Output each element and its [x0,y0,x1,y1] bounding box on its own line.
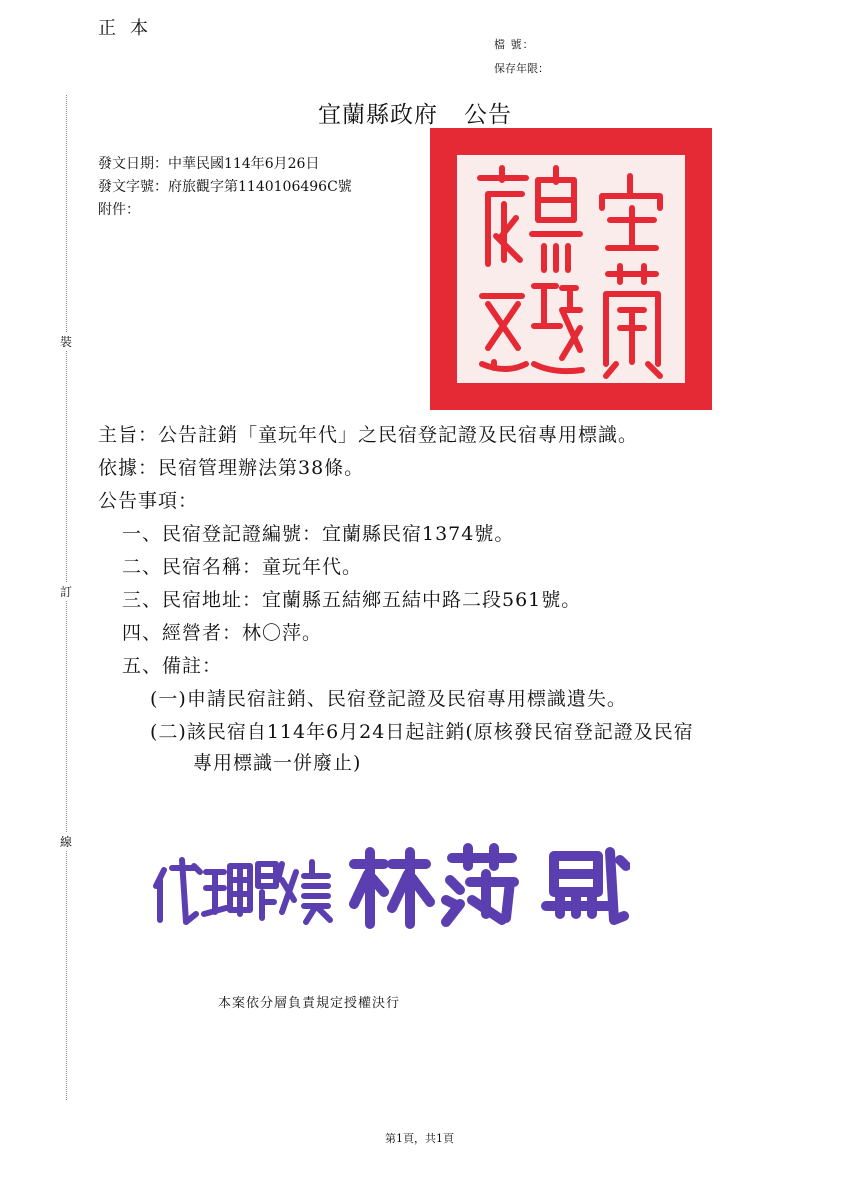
archive-number-label: 檔 號： [494,38,535,51]
item-remarks: 五、備註： [122,655,223,677]
official-seal [430,128,712,410]
page-number: 第1頁，共1頁 [385,1132,454,1145]
subject-line: 主旨：公告註銷「童玩年代」之民宿登記證及民宿專用標識。 [98,424,639,446]
signature-image [150,830,630,930]
issue-date: 發文日期：中華民國114年6月26日 [98,156,320,172]
remark-note-2: (二)該民宿自114年6月24日起註銷(原核發民宿登記證及民宿 [150,721,694,743]
binding-mark-ding: 訂 [60,585,73,599]
document-title [318,96,512,129]
copy-mark: 正本 [98,18,162,39]
item-homestay-name: 二、民宿名稱：童玩年代。 [122,556,363,578]
delegation-note: 本案依分層負責規定授權決行 [218,996,401,1011]
retention-period-label: 保存年限： [494,62,549,75]
items-heading: 公告事項： [98,490,199,512]
basis-line: 依據：民宿管理辦法第38條。 [98,457,365,479]
issuer-name: 宜蘭縣政府 [318,102,438,128]
attachment-label: 附件： [98,202,140,218]
document-type: 公告 [464,102,512,128]
item-homestay-address: 三、民宿地址：宜蘭縣五結鄉五結中路二段561號。 [122,589,582,611]
binding-mark-zhuang: 裝 [60,335,73,349]
seal-glyphs-image [430,128,712,410]
item-registration-number: 一、民宿登記證編號：宜蘭縣民宿1374號。 [122,523,515,545]
signature-stamp [150,830,630,930]
binding-mark-xian: 線 [60,835,73,849]
remark-note-1: (一)申請民宿註銷、民宿登記證及民宿專用標識遺失。 [150,688,627,710]
remark-note-2-continued: 專用標識一併廢止) [193,752,362,774]
document-number: 發文字號：府旅觀字第1140106496C號 [98,179,352,195]
item-operator: 四、經營者：林〇萍。 [122,622,323,644]
